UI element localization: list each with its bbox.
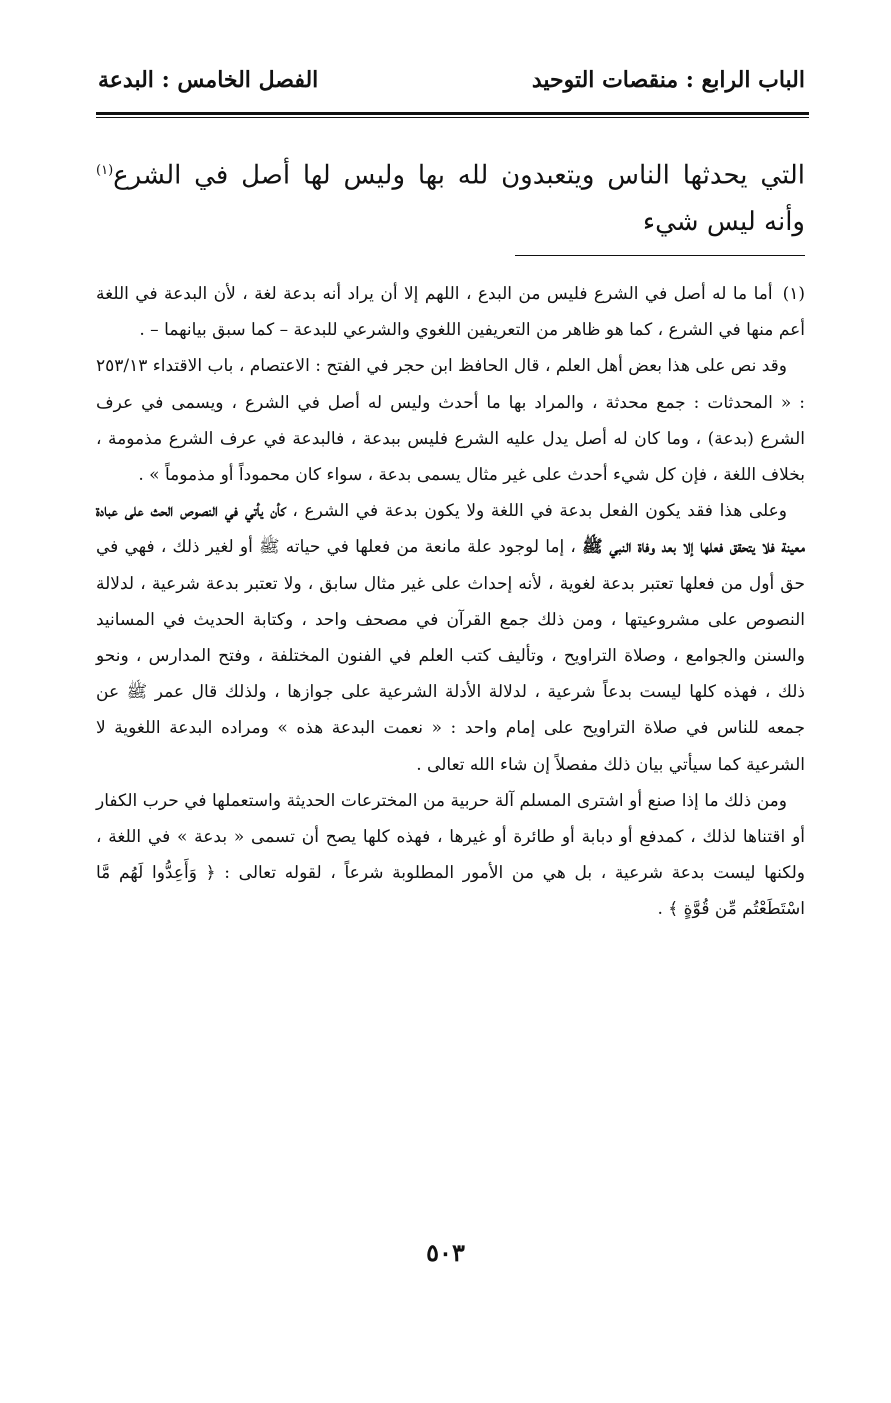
page-number: ٥٠٣: [426, 1238, 465, 1267]
header-rule-thin: [96, 117, 809, 118]
footnote-paragraph-3: [96, 493, 805, 783]
footnote-p3-end: ، إما لوجود علة مانعة من فعلها في حياته ﷺ أو لغير ذلك ، فهي في حق أول من فعلها تعتبر بدعة لغوية ، لأنه إحداث على غير مثال سابق ، ولا تعتبر بدعة شرعية ، لدلالة النصوص على مشروعيتها ، ومن ذلك جمع القرآن في مصحف واحد ، وكتابة الحديث في المسانيد والسنن والجوامع ، وصلاة التراويح ، وتأليف كتب العلم في الفنون المختلفة ، وفتح المدارس ، ونحو ذلك ، فهذه كلها ليست بدعاً شرعية ، لدلالة الأدلة الشرعية على جوازها ، ولذلك قال عمر ﷺ عن جمعه للناس في صلاة التراويح على إمام واحد : « نعمت البدعة هذه » ومراده البدعة اللغوية لا الشرعية كما سيأتي بيان ذلك مفصلاً إن شاء الله تعالى .: [96, 537, 805, 775]
footnote-p3-bold: كأن يأتي في النصوص الحث على عبادة معينة فلا يتحقق فعلها إلا بعد وفاة النبي ﷺ: [96, 501, 805, 558]
main-text-after: وأنه ليس شيء: [642, 206, 805, 237]
footnote-p3-start: وعلى هذا فقد يكون الفعل بدعة في اللغة ولا يكون بدعة في الشرع ،: [285, 501, 788, 522]
main-text-before: التي يحدثها الناس ويتعبدون لله بها وليس لها أصل في الشرع: [113, 160, 805, 191]
main-text: [96, 148, 805, 245]
footnote-paragraph-4: ومن ذلك ما إذا صنع أو اشترى المسلم آلة حربية من المخترعات الحديثة واستعملها في حرب الكفار أو اقتناها لذلك ، كمدفع أو دبابة أو طائرة أو غيرها ، فهذه كلها يصح أن تسمى « بدعة » في اللغة ، ولكنها ليست بدعة شرعية ، بل هي من الأمور المطلوبة شرعاً ، لقوله تعالى : ﴿ وَأَعِدُّوا لَهُم مَّا اسْتَطَعْتُم مِّن قُوَّةٍ ﴾ .: [96, 790, 805, 920]
header-rule: [96, 112, 809, 115]
chapter-title: الباب الرابع : منقصات التوحيد: [531, 67, 805, 93]
footnote-paragraph-2: وقد نص على هذا بعض أهل العلم ، قال الحافظ ابن حجر في الفتح : الاعتصام ، باب الاقتداء ٢٥٣/١٣ : « المحدثات : جمع محدثة ، والمراد بها ما أحدث وليس له أصل في الشرع ، ويسمى في عرف الشرع (بدعة) ، وما كان له أصل يدل عليه الشرع فليس ببدعة ، فالبدعة في عرف الشرع مذمومة ، بخلاف اللغة ، فإن كل شيء أحدث على غير مثال يسمى بدعة ، سواء كان محموداً أو مذموماً » .: [95, 356, 805, 486]
footnote-separator: [515, 255, 805, 256]
footnote-p1-text: أما ما له أصل في الشرع فليس من البدع ، اللهم إلا أن يراد أنه بدعة لغة ، لأن البدعة في اللغة أعم منها في الشرع ، كما هو ظاهر من التعريفين اللغوي والشرعي للبدعة – كما سبق بيانهما – .: [96, 284, 805, 341]
running-header: [98, 60, 805, 100]
footnote-reference: (١): [96, 163, 114, 178]
footnote-paragraph-1: [96, 276, 805, 348]
footnote-block: [96, 276, 805, 928]
section-title: الفصل الخامس : البدعة: [98, 67, 319, 93]
footnote-marker: (١): [782, 284, 805, 304]
